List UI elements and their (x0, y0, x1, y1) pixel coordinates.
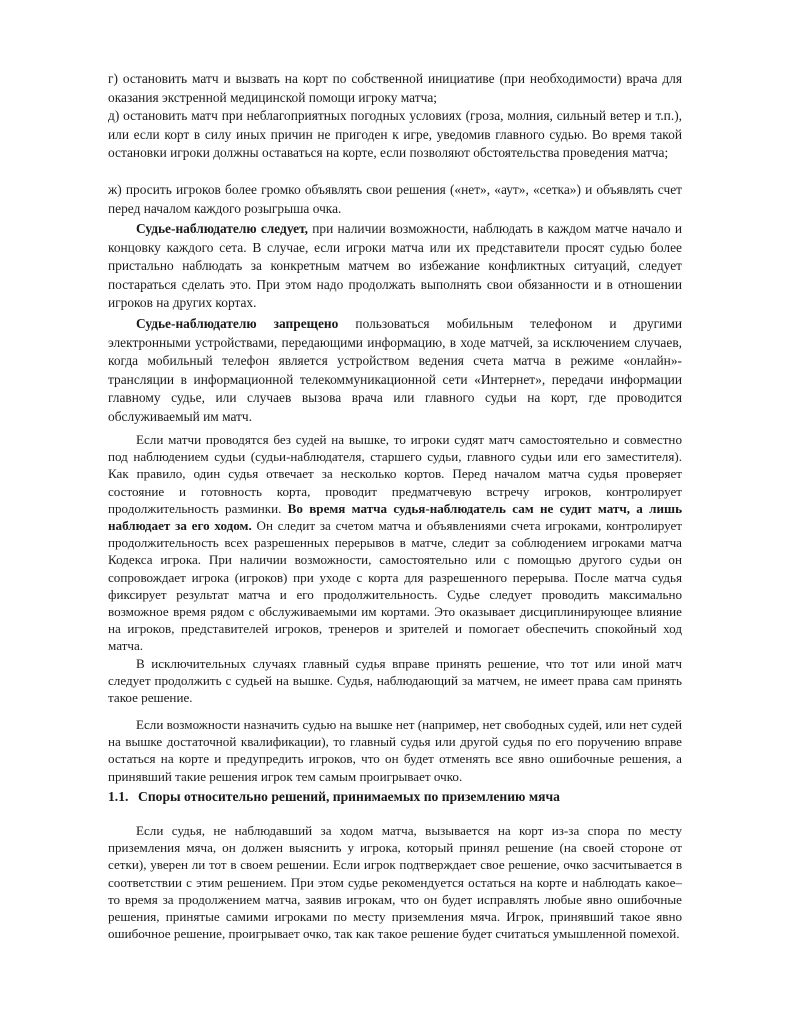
list-item-d: д) остановить матч при неблагоприятных погодных условиях (гроза, молния, сильный ветер и т.п.), или если корт в силу иных причин не пригоден к игре, уведомив главного судью. Во время такой остановки игроки должны оставаться на корте, если позволяют обстоятельства проведения матча; (108, 108, 682, 161)
section-heading (108, 788, 682, 806)
list-item-g: г) остановить матч и вызвать на корт по собственной инициативе (при необходимости) врача для оказания экстренной медицинской помощи игроку матча; (108, 71, 682, 105)
paragraph-should (108, 220, 682, 313)
paragraph-no-chair-before: Если матчи проводятся без судей на вышке, то игроки судят матч самостоятельно и совместно под наблюдением судьи (судьи-наблюдателя, старшего судьи, главного судьи или его заместителя). Как правило, один судья отвечает за несколько кортов. Перед началом матча судья проверяет состояние и готовность корта, проводит предматчевую встречу игроков, контролирует продолжительность разминки. (108, 432, 682, 516)
section-title: Споры относительно решений, принимаемых по приземлению мяча (138, 789, 560, 804)
paragraph-forbidden (108, 315, 682, 427)
paragraph-forbidden-text: пользоваться мобильным телефоном и другими электронными устройствами, передающими информацию, в ходе матчей, за исключением случаев, когда мобильный телефон является устройством ведения счета матча в режиме «онлайн»-трансляции в информационной телекоммуникационной сети «Интернет», передачи информации главному судье, или случаев вызова врача или главного судьи на корт, где проводится обслуживаемый им матч. (108, 316, 682, 424)
paragraph-exceptional: В исключительных случаях главный судья вправе принять решение, что тот или иной матч следует продолжить с судьей на вышке. Судья, наблюдающий за матчем, не имеет права сам принять такое решение. (108, 656, 682, 706)
paragraph-disputes: Если судья, не наблюдавший за ходом матча, вызывается на корт из-за спора по месту приземления мяча, он должен выяснить у игрока, который принял решение (на своей стороне от сетки), уверен ли тот в своем решении. Если игрок подтверждает свое решение, очко засчитывается в соответствии с этим решением. При этом судье рекомендуется остаться на корте и наблюдать какое–то время за продолжением матча, заявив игрокам, что он будет исправлять любые явно ошибочные решения, принятые самими игроками по месту приземления мяча. Игрок, принявший такое явно ошибочное решение, проигрывает очко, так как такое решение будет считаться умышленной помехой. (108, 823, 682, 942)
list-item-zh: ж) просить игроков более громко объявлять свои решения («нет», «аут», «сетка») и объявлять счет перед началом каждого розыгрыша очка. (108, 182, 682, 216)
paragraph-forbidden-lead: Судье-наблюдателю запрещено (136, 316, 339, 331)
paragraph-no-chair-after: Он следит за счетом матча и объявлениями счета игроками, контролирует продолжительность всех разрешенных перерывов в матче, следит за соблюдением игроками матча Кодекса игрока. При наличии возможности, самостоятельно или с помощью другого судьи он сопровождает игрока (игроков) при уходе с корта для разрешенного перерыва. После матча судья фиксирует результат матча и его продолжительность. Судье следует проводить максимально возможное время рядом с обслуживаемыми им кортами. Это оказывает дисциплинирующее влияние на игроков, представителей игроков, тренеров и зрителей и помогает обеспечить спокойный ход матча. (108, 518, 682, 654)
paragraph-impossible: Если возможности назначить судью на вышке нет (например, нет свободных судей, или нет судей на вышке достаточной квалификации), то главный судья или другой судья по его поручению вправе остаться на корте и предупредить игроков, что он будет отменять все явно ошибочные решения, а принявший такие решения игрок тем самым проигрывает очко. (108, 717, 682, 784)
paragraph-should-text: при наличии возможности, наблюдать в каждом матче начало и концовку каждого сета. В случае, если игроки матча или их представители просят судью более пристально наблюдать за конкретным матчем во избежание конфликтных ситуаций, следует постараться сделать это. При этом надо продолжать выполнять свои обязанности и в отношении игроков на других кортах. (108, 221, 682, 311)
paragraph-should-lead: Судье-наблюдателю следует, (136, 221, 308, 236)
section-number: 1.1. (108, 789, 129, 804)
paragraph-no-chair-umpire (108, 431, 682, 655)
paragraph-no-chair-bold: Во время матча судья-наблюдатель сам не судит матч, а лишь наблюдает за его ходом. (108, 500, 682, 534)
